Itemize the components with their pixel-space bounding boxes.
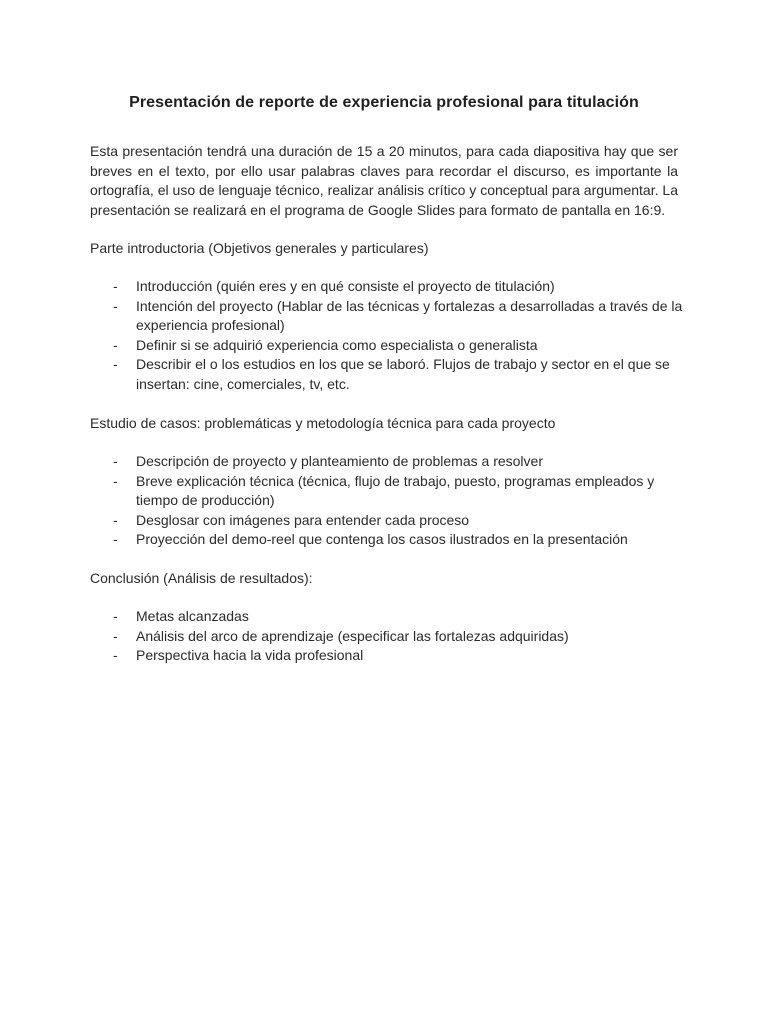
section-list-estudio-de-casos: [90, 452, 690, 550]
section-list-conclusion: [90, 607, 690, 666]
list-item-text: Describir el o los estudios en los que se laboró. Flujos de trabajo y sector en el que se insertan: cine, comerciales, tv, etc.: [136, 356, 670, 392]
bullet-dash: -: [113, 647, 118, 663]
list-item: [90, 627, 690, 647]
section-heading-introductoria: Parte introductoria (Objetivos generales y particulares): [90, 240, 429, 256]
list-item: [90, 646, 690, 666]
list-item-text: Intención del proyecto (Hablar de las técnicas y fortalezas a desarrolladas a través de la experiencia profesional): [136, 297, 683, 333]
list-item-text: Perspectiva hacia la vida profesional: [136, 647, 364, 663]
section-heading-conclusion: Conclusión (Análisis de resultados):: [90, 570, 313, 586]
bullet-dash: -: [113, 472, 118, 489]
list-item: [90, 336, 690, 356]
list-item-text: Análisis del arco de aprendizaje (especificar las fortalezas adquiridas): [136, 627, 569, 644]
list-item: [90, 355, 690, 394]
list-item-text: Breve explicación técnica (técnica, flujo de trabajo, puesto, programas empleados y tiempo de producción): [136, 472, 655, 508]
list-item-text: Proyección del demo-reel que contenga los casos ilustrados en la presentación: [136, 531, 628, 547]
list-item-text: Definir si se adquirió experiencia como especialista o generalista: [136, 336, 538, 353]
list-item: [90, 511, 690, 531]
list-item: [90, 297, 690, 336]
section-list-introductoria: [90, 277, 690, 394]
bullet-dash: -: [113, 511, 118, 528]
bullet-dash: -: [113, 278, 118, 294]
bullet-dash: -: [113, 608, 118, 624]
intro-paragraph: Esta presentación tendrá una duración de 15 a 20 minutos, para cada diapositiva hay que ser breves en el texto, por ello usar palabras claves para recordar el discurso, es importante la ortografía, el uso de lenguaje técnico, realizar análisis crítico y conceptual para argumentar. La presentación se realizará en el programa de Google Slides para formato de pantalla en 16:9.: [90, 143, 678, 218]
list-item-text: Desglosar con imágenes para entender cada proceso: [136, 511, 470, 528]
list-item-text: Descripción de proyecto y planteamiento de problemas a resolver: [136, 453, 543, 469]
list-item: [90, 277, 690, 297]
document-title: Presentación de reporte de experiencia profesional para titulación: [129, 94, 639, 111]
bullet-dash: -: [113, 336, 118, 353]
bullet-dash: -: [113, 356, 118, 372]
list-item-text: Introducción (quién eres y en qué consiste el proyecto de titulación): [136, 278, 555, 294]
bullet-dash: -: [113, 627, 118, 644]
list-item: [90, 530, 690, 550]
list-item: [90, 452, 690, 472]
section-heading-estudio-de-casos: Estudio de casos: problemáticas y metodología técnica para cada proyecto: [90, 415, 556, 431]
list-item: [90, 472, 690, 511]
bullet-dash: -: [113, 453, 118, 469]
bullet-dash: -: [113, 531, 118, 547]
list-item-text: Metas alcanzadas: [136, 608, 249, 624]
list-item: [90, 607, 690, 627]
bullet-dash: -: [113, 297, 118, 314]
